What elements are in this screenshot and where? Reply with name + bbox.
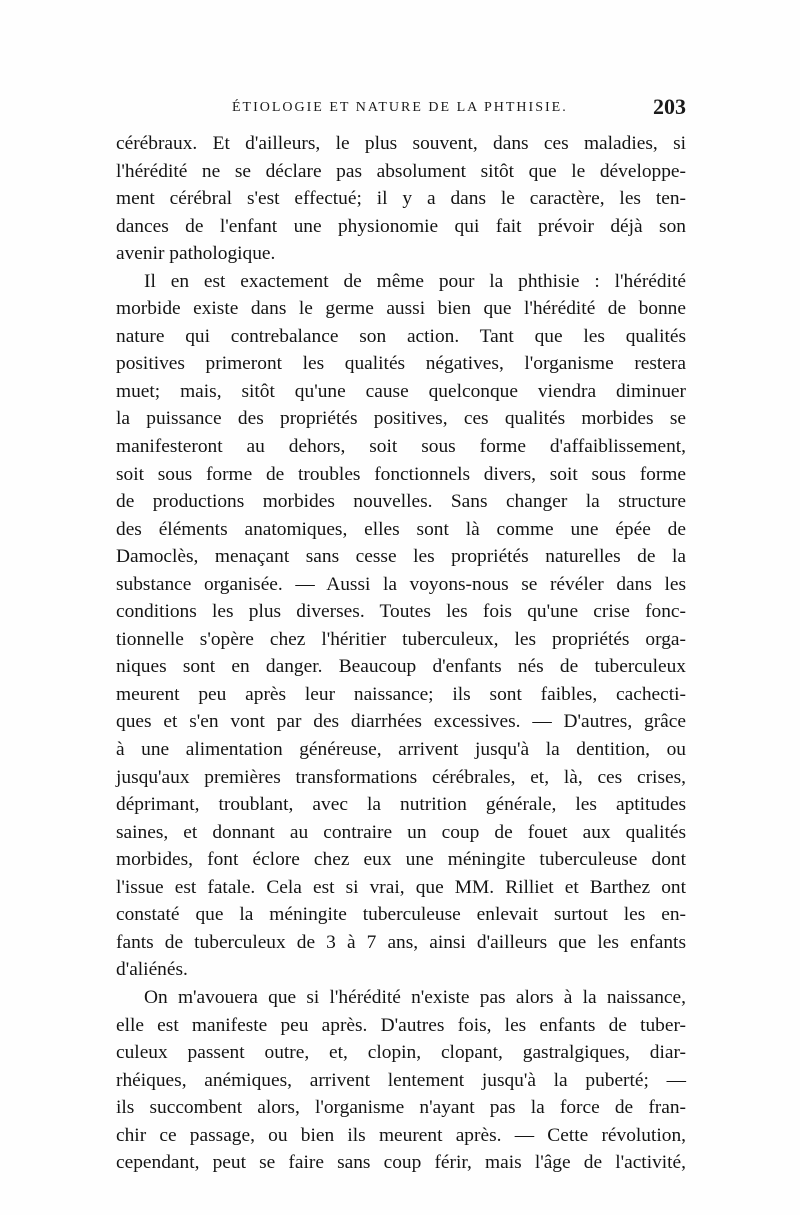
text-line: ques et s'en vont par des diarrhées excessives. — D'autres, grâce (116, 711, 686, 733)
text-line: morbides, font éclore chez eux une méningite tuberculeuse dont (116, 849, 686, 871)
text-line: soit sous forme de troubles fonctionnels divers, soit sous forme (116, 463, 686, 485)
text-line: meurent peu après leur naissance; ils sont faibles, cachecti- (116, 683, 686, 705)
text-line: ment cérébral s'est effectué; il y a dans le caractère, les ten- (116, 188, 686, 210)
text-line: déprimant, troublant, avec la nutrition générale, les aptitudes (116, 794, 686, 816)
text-line: niques sont en danger. Beaucoup d'enfants nés de tuberculeux (116, 656, 686, 678)
text-line: conditions les plus diverses. Toutes les fois qu'une crise fonc- (116, 601, 686, 623)
text-line: à une alimentation généreuse, arrivent jusqu'à la dentition, ou (116, 739, 686, 761)
text-line: saines, et donnant au contraire un coup de fouet aux qualités (116, 821, 686, 843)
text-line: ils succombent alors, l'organisme n'ayant pas la force de fran- (116, 1097, 686, 1119)
text-line: des éléments anatomiques, elles sont là comme une épée de (116, 518, 686, 540)
text-line: substance organisée. — Aussi la voyons-nous se révéler dans les (116, 573, 686, 595)
text-line: culeux passent outre, et, clopin, clopant, gastralgiques, diar- (116, 1042, 686, 1064)
text-line: positives primeront les qualités négatives, l'organisme restera (116, 353, 686, 375)
text-line: l'issue est fatale. Cela est si vrai, que MM. Rilliet et Barthez ont (116, 876, 686, 898)
text-line: d'aliénés. (116, 959, 188, 981)
text-line: morbide existe dans le germe aussi bien que l'hérédité de bonne (116, 298, 686, 320)
text-line: la puissance des propriétés positives, ces qualités morbides se (116, 408, 686, 430)
text-line: l'hérédité ne se déclare pas absolument sitôt que le développe- (116, 160, 686, 182)
body-text (116, 130, 686, 1177)
page-header (116, 94, 686, 124)
text-line: avenir pathologique. (116, 243, 276, 265)
text-line: chir ce passage, ou bien ils meurent après. — Cette révolution, (116, 1124, 686, 1146)
text-line: constaté que la méningite tuberculeuse enlevait surtout les en- (116, 904, 686, 926)
text-line: jusqu'aux premières transformations cérébrales, et, là, ces crises, (116, 766, 686, 788)
text-line: elle est manifeste peu après. D'autres fois, les enfants de tuber- (116, 1014, 686, 1036)
text-line: Il en est exactement de même pour la phthisie : l'hérédité (144, 270, 686, 292)
text-line: nature qui contrebalance son action. Tant que les qualités (116, 325, 686, 347)
text-line: muet; mais, sitôt qu'une cause quelconque viendra diminuer (116, 380, 686, 402)
text-line: tionnelle s'opère chez l'héritier tuberculeux, les propriétés orga- (116, 628, 686, 650)
text-line: Damoclès, menaçant sans cesse les propriétés naturelles de la (116, 546, 686, 568)
text-line: On m'avouera que si l'hérédité n'existe pas alors à la naissance, (144, 986, 686, 1008)
running-head: ÉTIOLOGIE ET NATURE DE LA PHTHISIE. (232, 100, 568, 115)
page-number: 203 (653, 94, 686, 119)
text-line: fants de tuberculeux de 3 à 7 ans, ainsi d'ailleurs que les enfants (116, 931, 686, 953)
text-line: dances de l'enfant une physionomie qui fait prévoir déjà son (116, 215, 686, 237)
text-line: cependant, peut se faire sans coup férir, mais l'âge de l'activité, (116, 1152, 686, 1174)
text-line: cérébraux. Et d'ailleurs, le plus souvent, dans ces maladies, si (116, 133, 686, 154)
text-line: de productions morbides nouvelles. Sans changer la structure (116, 491, 686, 513)
text-line: manifesteront au dehors, soit sous forme d'affaiblissement, (116, 436, 686, 458)
text-line: rhéiques, anémiques, arrivent lentement jusqu'à la puberté; — (116, 1069, 686, 1091)
